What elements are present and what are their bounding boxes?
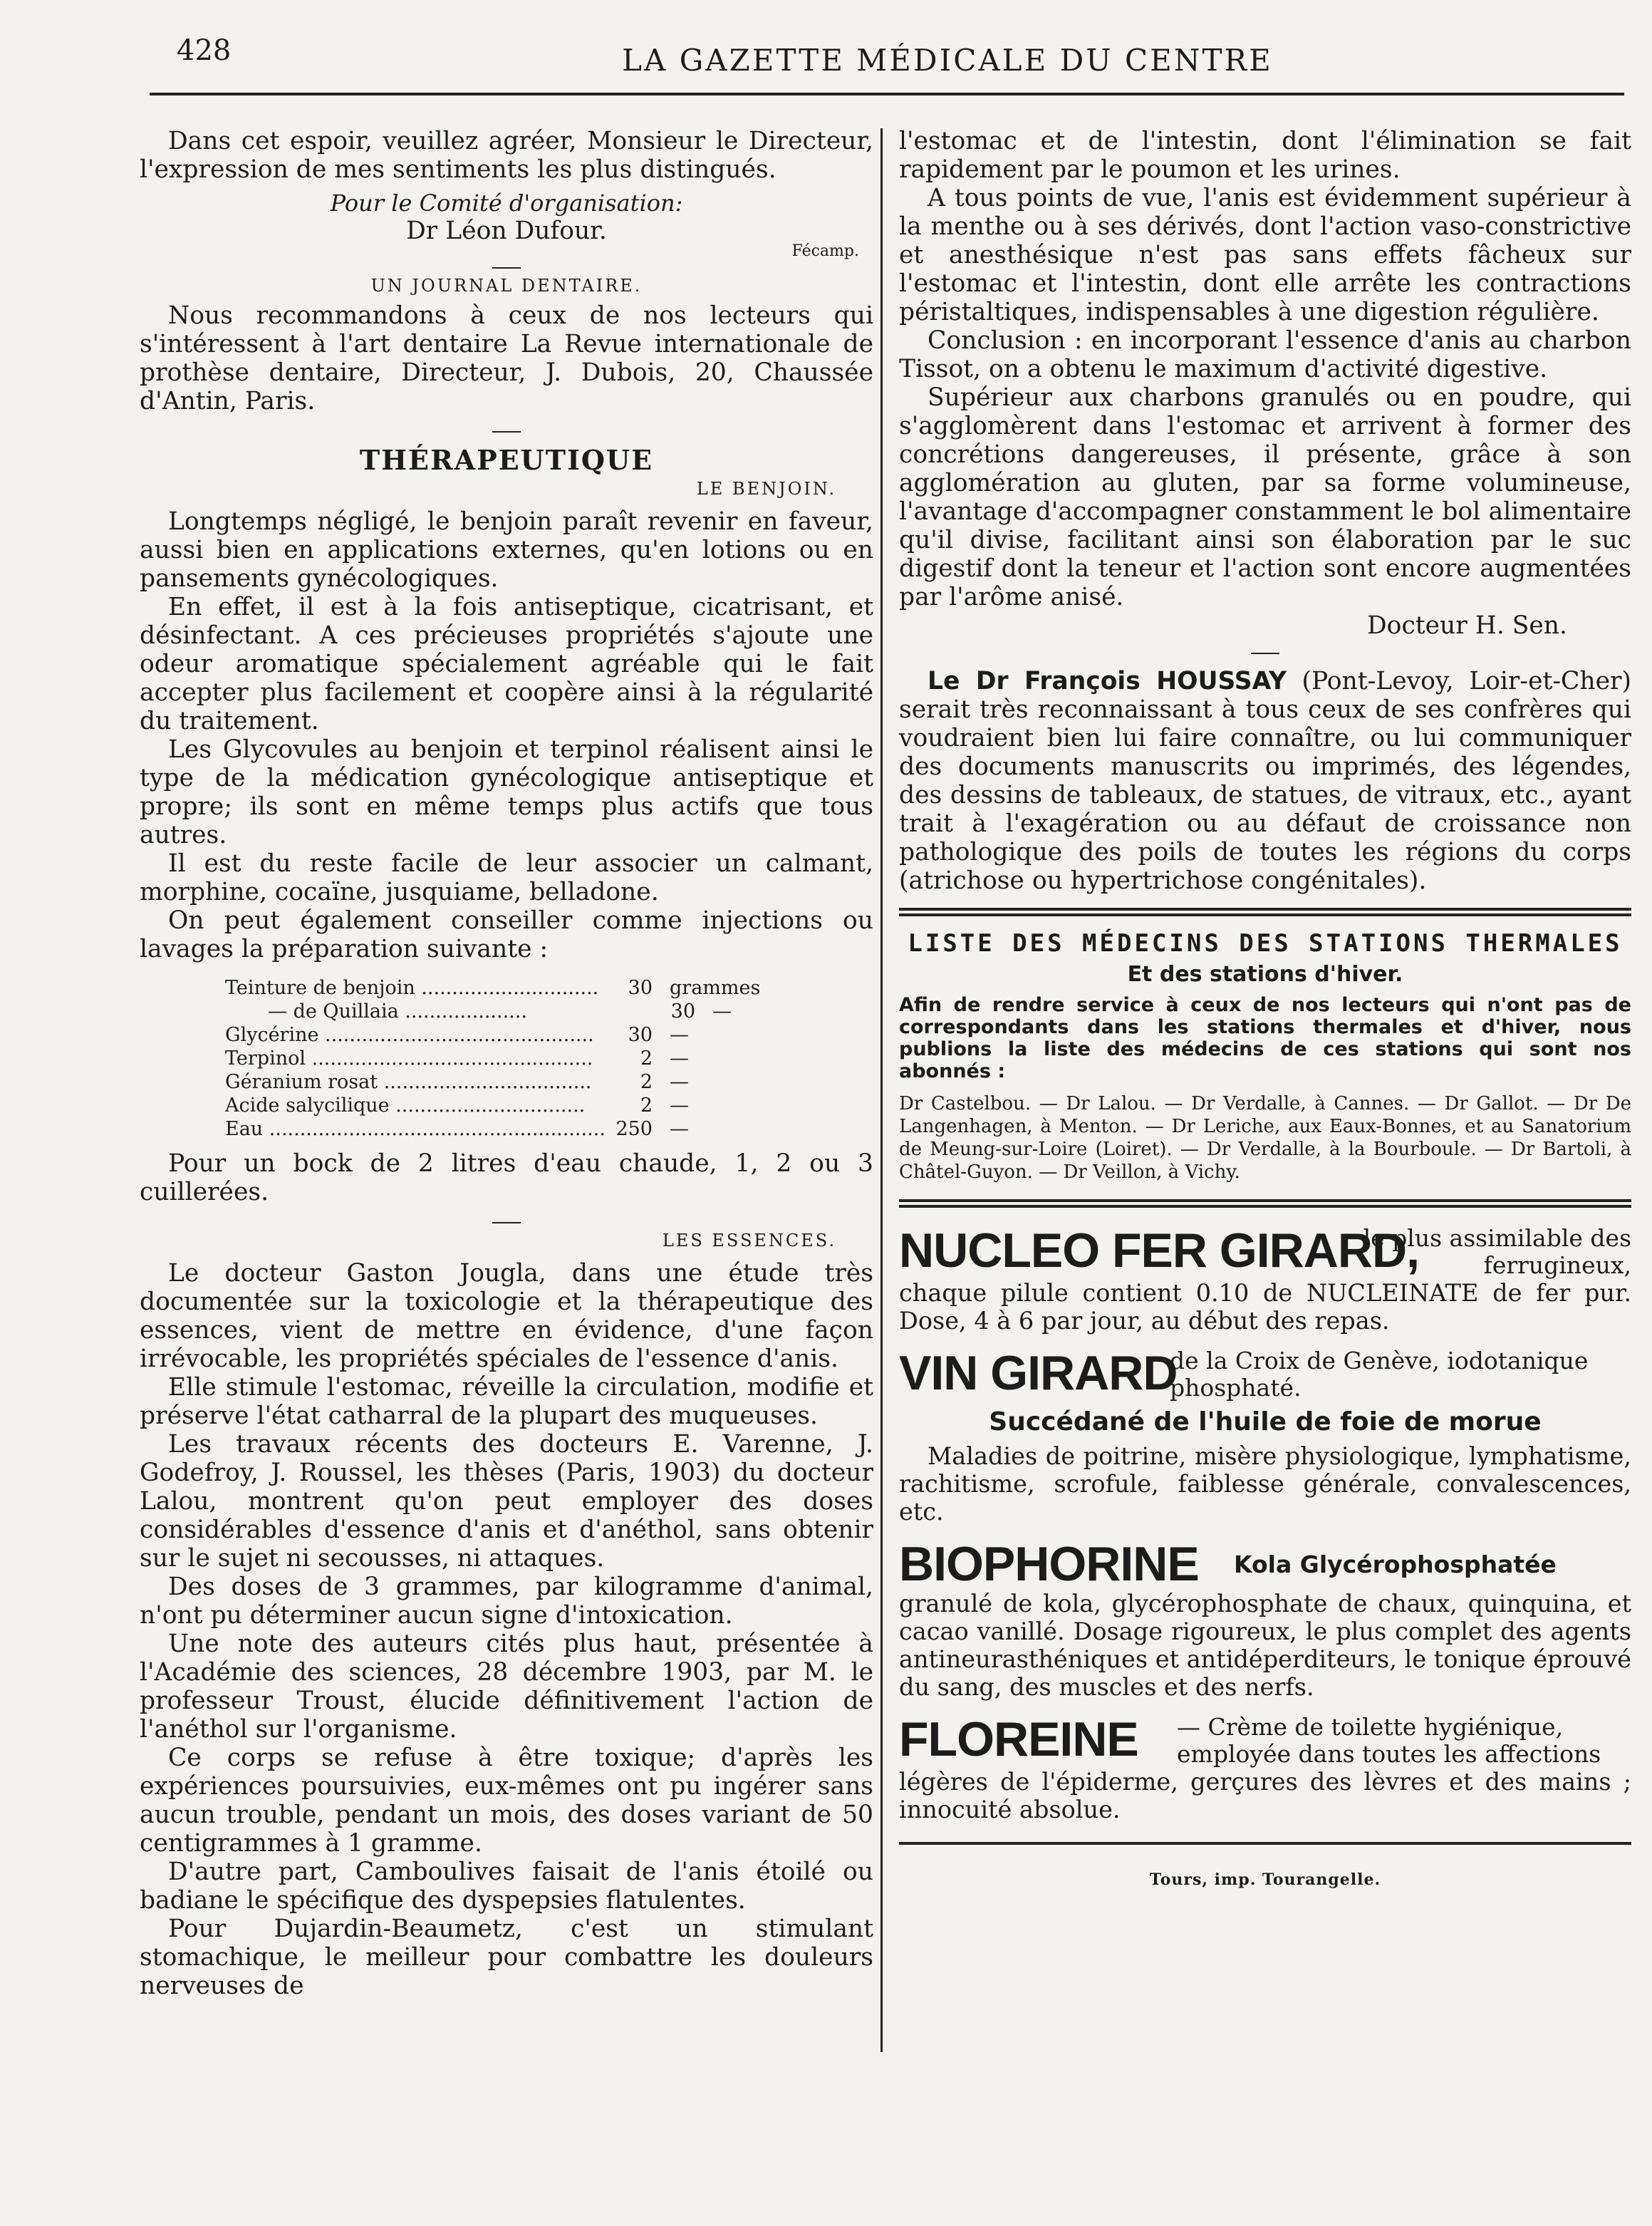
ingredient-unit: —	[670, 1071, 689, 1093]
ingredient-name: — de Quillaia ....................	[268, 1000, 527, 1023]
separator-dash	[1251, 653, 1279, 654]
essences-paragraph: Conclusion : en incorporant l'essence d'anis au charbon Tissot, on a obtenu le maximum d'activité digestive.	[899, 326, 1631, 383]
floreine-side-text: — Crème de toilette hygiénique, employée dans toutes les affections	[1177, 1713, 1601, 1768]
essences-signature: Docteur H. Sen.	[1367, 611, 1567, 640]
section-rule	[899, 908, 1631, 921]
journal-text: Nous recommandons à ceux de nos lecteurs qui s'intéressent à l'art dentaire La Revue internationale de prothèse dentaire, Directeur, J. Dubois, 20, Chaussée d'Antin, Paris.	[140, 301, 873, 415]
ingredient-qty: 30	[670, 1000, 695, 1023]
essences-title: LES ESSENCES.	[662, 1231, 836, 1251]
ad-floreine	[899, 1714, 1631, 1823]
essences-paragraph: Le docteur Gaston Jougla, dans une étude très documentée sur la toxicologie et la thérapeutique des essences, vient de mettre en évidence, d'une façon irrévocable, les propriétés spéciales de l'essence d'anis.	[140, 1259, 873, 1373]
page-number: 428	[177, 34, 232, 67]
ingredient-qty: 2	[640, 1094, 653, 1117]
ingredient-qty: 30	[628, 1024, 653, 1046]
essences-paragraph: Ce corps se refuse à être toxique; d'après les expériences poursuivies, eux-mêmes ont pu ingérer sans aucun trouble, pendant un mois, des doses variant de 50 centigrammes à 1 gramme.	[140, 1744, 873, 1858]
header-rule	[150, 93, 1624, 95]
ad-biophorine	[899, 1538, 1631, 1701]
liste-names: Dr Castelbou. — Dr Lalou. — Dr Verdalle, à Cannes. — Dr Gallot. — Dr De Langenhagen, à Menton. — Dr Leriche, aux Eaux-Bonnes, et au Sanatorium de Meung-sur-Loire (Loiret). — Dr Verdalle, à la Bourboule. — Dr Bartoli, à Châtel-Guyon. — Dr Veillon, à Vichy.	[899, 1093, 1631, 1183]
essences-paragraph: Les travaux récents des docteurs E. Varenne, J. Godefroy, J. Roussel, les thèses (Paris, 1903) du docteur Lalou, montrent qu'on peut employer des doses considérables d'essence d'anis et d'anéthol, sans obtenir sur le sujet ni secousses, ni attaques.	[140, 1430, 873, 1573]
recipe-row	[225, 1070, 795, 1094]
benjoin-paragraph: Il est du reste facile de leur associer un calmant, morphine, cocaïne, jusquiame, belladone.	[140, 849, 873, 906]
recipe-row	[225, 1000, 795, 1023]
ingredient-qty: 2	[640, 1071, 653, 1093]
footer-rule	[899, 1842, 1631, 1845]
houssay-text: (Pont-Levoy, Loir-et-Cher) serait très reconnaissant à tous ceux de ses confrères qui voudraient bien lui faire connaître, ou lui communiquer des documents manuscrits ou imprimés, des légendes, des dessins de tableaux, de statues, de vitraux, etc., ayant trait à l'exagération ou au défaut de croissance non pathologique des poils de toutes les régions du corps (atrichose ou hypertrichose congénitales).	[899, 667, 1631, 895]
recipe-row	[225, 1117, 795, 1141]
vin-text: Maladies de poitrine, misère physiologique, lymphatisme, rachitisme, scrofule, faiblesse générale, convalescences, etc.	[899, 1442, 1631, 1526]
ingredient-name: Géranium rosat ..................................	[225, 1071, 592, 1093]
recipe-row	[225, 1047, 795, 1070]
ad-nucleo-fer	[899, 1225, 1631, 1335]
printer-imprint: Tours, imp. Tourangelle.	[1149, 1870, 1381, 1889]
vin-subtitle: Succédané de l'huile de foie de morue	[989, 1407, 1542, 1436]
liste-subtitle: Et des stations d'hiver.	[1127, 962, 1403, 987]
recipe-instructions: Pour un bock de 2 litres d'eau chaude, 1, 2 ou 3 cuillerées.	[140, 1149, 873, 1206]
nucleo-text: chaque pilule contient 0.10 de NUCLEINATE de fer pur. Dose, 4 à 6 par jour, au début des repas.	[899, 1279, 1631, 1335]
liste-title: LISTE DES MÉDECINS DES STATIONS THERMALES	[908, 929, 1623, 958]
recipe-row	[225, 1094, 795, 1117]
comite-line: Pour le Comité d'organisation:	[330, 190, 683, 217]
ingredient-unit: —	[670, 1047, 689, 1070]
ingredient-qty: 250	[615, 1118, 653, 1140]
separator-dash	[492, 1222, 521, 1223]
recipe-table	[225, 976, 795, 1141]
running-title: LA GAZETTE MÉDICALE DU CENTRE	[622, 43, 1273, 78]
brand-vin-girard: VIN GIRARD	[899, 1346, 1178, 1400]
houssay-notice	[899, 667, 1631, 895]
recipe-row	[225, 976, 795, 1000]
benjoin-paragraph: On peut également conseiller comme injections ou lavages la préparation suivante :	[140, 906, 873, 963]
ingredient-unit: —	[670, 1118, 689, 1140]
ingredient-name: Teinture de benjoin .............................	[225, 977, 599, 999]
biophorine-text: granulé de kola, glycérophosphate de chaux, quinquina, et cacao vanillé. Dosage rigoureux, le plus complet des agents antineurasthéniques et antidéperditeurs, le tonique éprouvé du sang, des muscles et des nerfs.	[899, 1590, 1631, 1701]
benjoin-paragraph: En effet, il est à la fois antiseptique, cicatrisant, et désinfectant. A ces précieuses propriétés s'ajoute une odeur aromatique spécialement agréable qui le fait accepter plus facilement et coopère ainsi à la régularité du traitement.	[140, 593, 873, 735]
separator-dash	[492, 431, 521, 433]
vin-side-text: de la Croix de Genève, iodotanique phosphaté.	[1170, 1347, 1589, 1402]
ingredient-qty: 2	[640, 1047, 653, 1070]
brand-floreine: FLOREINE	[899, 1712, 1138, 1766]
essences-paragraph: D'autre part, Camboulives faisait de l'anis étoilé ou badiane le spécifique des dyspepsies flatulentes.	[140, 1858, 873, 1915]
section-rule	[899, 1199, 1631, 1212]
journal-title: UN JOURNAL DENTAIRE.	[370, 276, 643, 296]
ingredient-name: Acide salycilique ...............................	[225, 1094, 586, 1117]
ingredient-name: Glycérine ............................................	[225, 1024, 594, 1046]
brand-biophorine: BIOPHORINE	[899, 1537, 1199, 1591]
ingredient-unit: —	[670, 1094, 689, 1117]
letter-close: Dans cet espoir, veuillez agréer, Monsieur le Directeur, l'expression de mes sentiments les plus distingués.	[140, 127, 873, 184]
ingredient-unit: —	[670, 1024, 689, 1046]
brand-nucleo-fer-girard: NUCLEO FER GIRARD,	[899, 1223, 1419, 1278]
benjoin-paragraph: Longtemps négligé, le benjoin paraît revenir en faveur, aussi bien en applications externes, qu'en lotions ou en pansements gynécologiques.	[140, 507, 873, 593]
floreine-text: légères de l'épiderme, gerçures des lèvres et des mains ; innocuité absolue.	[899, 1768, 1631, 1823]
houssay-name: Le Dr François HOUSSAY	[928, 667, 1287, 695]
nucleo-side-text: le plus assimilable des ferrugineux,	[1363, 1224, 1631, 1279]
ingredient-qty: 30	[628, 977, 653, 999]
signature-place: Fécamp.	[791, 242, 859, 260]
column-divider	[880, 128, 883, 2052]
biophorine-side-text: Kola Glycérophosphatée	[1234, 1550, 1557, 1578]
benjoin-title: LE BENJOIN.	[696, 479, 836, 499]
ingredient-name: Eau .......................................................	[225, 1118, 606, 1140]
liste-intro: Afin de rendre service à ceux de nos lecteurs qui n'ont pas de correspondants dans les stations thermales et d'hiver, nous publions la liste des médecins de ces stations qui sont nos abonnés :	[899, 994, 1631, 1082]
right-column	[899, 127, 1631, 1889]
essences-paragraph: A tous points de vue, l'anis est évidemment supérieur à la menthe ou à ses dérivés, dont l'action vaso-constrictive et anesthésique n'est pas sans effets fâcheux sur l'estomac et l'intestin, dont elle arrête les contractions péristaltiques, indispensables à une digestion régulière.	[899, 184, 1631, 326]
essences-paragraph: Elle stimule l'estomac, réveille la circulation, modifie et préserve l'état catharral de la plupart des muqueuses.	[140, 1373, 873, 1430]
essences-paragraph: Une note des auteurs cités plus haut, présentée à l'Académie des sciences, 28 décembre 1903, par M. le professeur Troust, élucide définitivement l'action de l'anéthol sur l'organisme.	[140, 1630, 873, 1744]
signature: Dr Léon Dufour.	[406, 217, 607, 245]
separator-dash	[492, 267, 521, 269]
therapeutique-title: THÉRAPEUTIQUE	[359, 444, 654, 476]
left-column	[140, 127, 873, 2000]
essences-paragraph: Supérieur aux charbons granulés ou en poudre, qui s'agglomèrent dans l'estomac et arrivent à former des concrétions dangereuses, il présente, grâce à son agglomération au gluten, par sa forme volumineuse, l'avantage d'accompagner constamment le bol alimentaire qu'il divise, facilitant ainsi son élaboration par le suc digestif dont la teneur et l'action sont encore augmentées par l'arôme anisé.	[899, 383, 1631, 611]
ad-vin-girard	[899, 1347, 1631, 1526]
recipe-row	[225, 1023, 795, 1047]
ingredient-unit: —	[712, 1000, 732, 1023]
essences-paragraph: Pour Dujardin-Beaumetz, c'est un stimulant stomachique, le meilleur pour combattre les douleurs nerveuses de	[140, 1915, 873, 2000]
ingredient-name: Terpinol ..............................................	[225, 1047, 593, 1070]
ingredient-unit: grammes	[670, 977, 761, 999]
essences-paragraph: Des doses de 3 grammes, par kilogramme d'animal, n'ont pu déterminer aucun signe d'intoxication.	[140, 1573, 873, 1630]
benjoin-paragraph: Les Glycovules au benjoin et terpinol réalisent ainsi le type de la médication gynécologique antiseptique et propre; ils sont en même temps plus actifs que tous autres.	[140, 735, 873, 849]
essences-continuation: l'estomac et de l'intestin, dont l'élimination se fait rapidement par le poumon et les urines.	[899, 127, 1631, 184]
